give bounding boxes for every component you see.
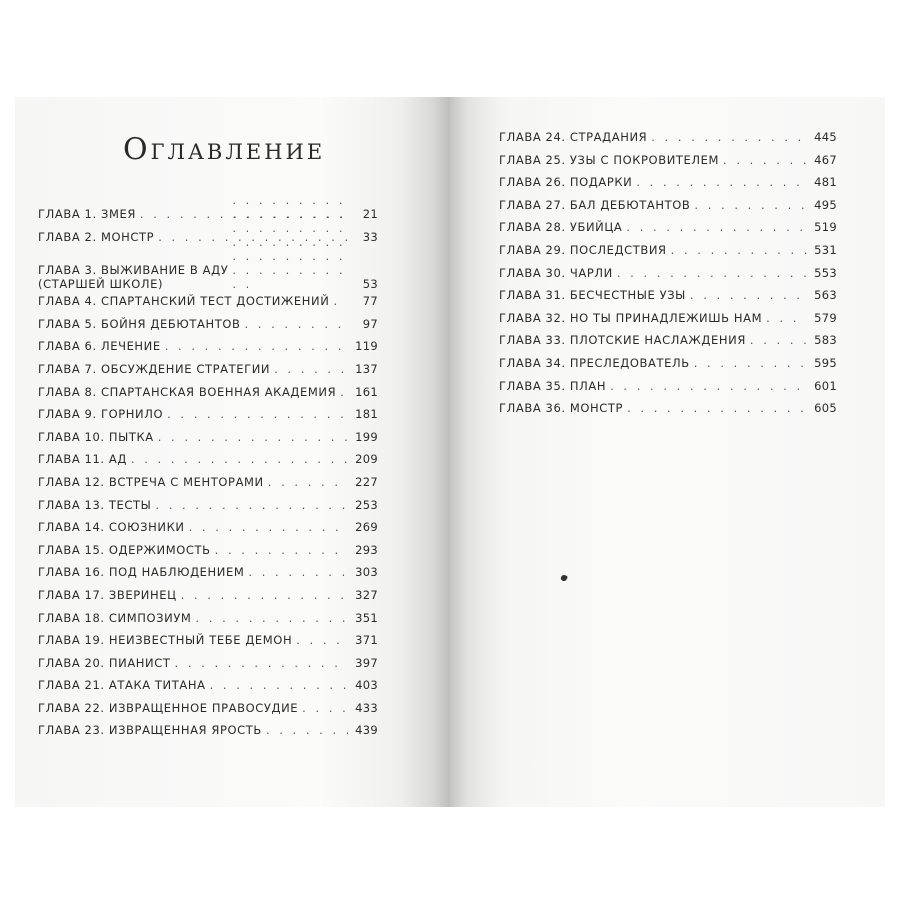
page-number: 137 [355, 361, 378, 376]
chapter-title [499, 333, 746, 347]
toc-entry [499, 401, 837, 424]
chapter-title-line: ГЛАВА 2. МОНСТР [38, 229, 155, 244]
chapter-title [499, 266, 613, 280]
page-number: 403 [355, 678, 378, 693]
chapter-title [38, 339, 161, 353]
leader-dots [248, 565, 348, 579]
toc-entry [38, 588, 378, 611]
toc-entry [38, 430, 378, 453]
chapter-title [38, 543, 211, 557]
chapter-title-line: ГЛАВА 7. ОБСУЖДЕНИЕ СТРАТЕГИИ [38, 361, 271, 376]
chapter-title [38, 230, 154, 244]
chapter-title-line: ГЛАВА 17. ЗВЕРИНЕЦ [38, 587, 177, 602]
chapter-title-line: ГЛАВА 33. ПЛОТСКИЕ НАСЛАЖДЕНИЯ [499, 333, 746, 348]
toc-entry [499, 356, 837, 379]
chapter-title-line: ГЛАВА 30. ЧАРЛИ [499, 265, 613, 280]
chapter-title-line: ГЛАВА 29. ПОСЛЕДСТВИЯ [499, 242, 667, 257]
toc-entry [38, 339, 378, 362]
page-number: 445 [814, 130, 837, 144]
page-number: 303 [355, 565, 378, 580]
page-number: 77 [362, 294, 378, 309]
leader-dots [340, 385, 348, 399]
chapter-title [499, 153, 719, 167]
leader-dots [244, 317, 348, 331]
toc-entry [38, 701, 378, 724]
page-number: 601 [814, 378, 837, 393]
toc-entry [38, 252, 378, 294]
chapter-title [499, 356, 690, 370]
leader-dots [766, 311, 807, 325]
chapter-title-line: ГЛАВА 5. БОЙНЯ ДЕБЮТАНТОВ [38, 316, 241, 331]
toc-entry [499, 198, 837, 221]
leader-dots [131, 452, 348, 466]
leader-dots [268, 475, 348, 489]
page-number: 119 [355, 339, 378, 354]
page-number: 253 [355, 497, 378, 512]
chapter-title-line: ГЛАВА 26. ПОДАРКИ [499, 175, 633, 190]
chapter-title-line: ГЛАВА 15. ОДЕРЖИМОСТЬ [38, 542, 211, 557]
chapter-title-line: ГЛАВА 11. АД [38, 452, 127, 467]
chapter-title-line: ГЛАВА 3. ВЫЖИВАНИЕ В АДУ [38, 263, 229, 278]
chapter-title [38, 520, 185, 534]
page-number: 531 [814, 242, 837, 257]
chapter-title-line: ГЛАВА 23. ИЗВРАЩЕННАЯ ЯРОСТЬ [38, 723, 262, 738]
toc-entry [38, 452, 378, 475]
toc-entry [38, 475, 378, 498]
leader-dots [636, 175, 807, 189]
right-page [450, 97, 885, 807]
toc-entry [38, 294, 378, 317]
chapter-title [38, 317, 240, 331]
page-number: 579 [814, 310, 837, 325]
leader-dots [302, 701, 348, 715]
chapter-title-line: ГЛАВА 13. ТЕСТЫ [38, 497, 152, 512]
chapter-title-line: ГЛАВА 14. СОЮЗНИКИ [38, 520, 185, 535]
leader-dots [210, 678, 348, 692]
page-number: 293 [355, 542, 378, 557]
page-number: 371 [355, 633, 378, 648]
leader-dots [266, 723, 348, 737]
page-number: 269 [355, 520, 378, 535]
toc-entry [499, 288, 837, 311]
leader-dots [167, 407, 348, 421]
chapter-title [499, 288, 686, 302]
chapter-title [38, 701, 298, 715]
page-number: 495 [814, 197, 837, 212]
page-number: 583 [814, 333, 837, 348]
page-number: 605 [814, 401, 837, 416]
leader-dots [155, 498, 348, 512]
page-number: 595 [814, 355, 837, 370]
toc-entry [499, 220, 837, 243]
chapter-title [38, 723, 262, 737]
chapter-title-line: ГЛАВА 4. СПАРТАНСКИЙ ТЕСТ ДОСТИЖЕНИЙ [38, 294, 330, 309]
page-number: 351 [355, 610, 378, 625]
leader-dots [651, 130, 807, 144]
chapter-title-line: ГЛАВА 20. ПИАНИСТ [38, 655, 171, 670]
leader-dots [617, 266, 807, 280]
chapter-title [38, 475, 264, 489]
chapter-title [38, 452, 127, 466]
toc-entry [499, 153, 837, 176]
chapter-title-line: ГЛАВА 35. ПЛАН [499, 378, 607, 393]
leader-dots [723, 153, 807, 167]
page-number: 397 [355, 655, 378, 670]
chapter-title-line: ГЛАВА 19. НЕИЗВЕСТНЫЙ ТЕБЕ ДЕМОН [38, 633, 293, 648]
toc-entry [38, 520, 378, 543]
leader-dots [333, 294, 348, 308]
toc-entry [499, 311, 837, 334]
open-book [15, 97, 885, 807]
chapter-title [38, 498, 151, 512]
leader-dots [627, 401, 807, 415]
leader-dots [694, 198, 807, 212]
toc-list-left [38, 207, 378, 746]
leader-dots [750, 333, 807, 347]
leader-dots [296, 633, 348, 647]
toc-entry [499, 175, 837, 198]
leader-dots [274, 362, 348, 376]
chapter-title [499, 243, 667, 257]
page-number: 209 [355, 452, 378, 467]
chapter-title-line: ГЛАВА 18. СИМПОЗИУМ [38, 610, 192, 625]
toc-entry [38, 317, 378, 340]
page-number: 97 [362, 316, 378, 331]
chapter-title [38, 362, 270, 376]
chapter-title-line: ГЛАВА 12. ВСТРЕЧА С МЕНТОРАМИ [38, 474, 264, 489]
chapter-title [38, 430, 154, 444]
chapter-title-line: ГЛАВА 36. МОНСТР [499, 401, 624, 416]
chapter-title [38, 385, 336, 399]
toc-entry [38, 385, 378, 408]
leader-dots [610, 379, 807, 393]
leader-dots [626, 220, 807, 234]
toc-entry [499, 266, 837, 289]
chapter-title-line: ГЛАВА 27. БАЛ ДЕБЮТАНТОВ [499, 197, 691, 212]
chapter-title-line: ГЛАВА 6. ЛЕЧЕНИЕ [38, 339, 161, 354]
toc-entry [38, 543, 378, 566]
toc-entry [38, 656, 378, 679]
toc-entry [38, 498, 378, 521]
page-number: 553 [814, 265, 837, 280]
leader-dots [175, 656, 348, 670]
page-number: 53 [362, 277, 378, 292]
left-page [15, 97, 450, 807]
leader-dots [215, 543, 348, 557]
chapter-title [38, 678, 206, 692]
leader-dots [189, 520, 348, 534]
page-number: 327 [355, 587, 378, 602]
toc-entry [499, 130, 837, 153]
page-number: 563 [814, 288, 837, 303]
page-title: Оглавление [123, 132, 326, 167]
chapter-title [499, 220, 622, 234]
chapter-title [499, 130, 647, 144]
chapter-title-line: ГЛАВА 31. БЕСЧЕСТНЫЕ УЗЫ [499, 288, 686, 303]
chapter-title [499, 401, 623, 415]
toc-entry [38, 407, 378, 430]
chapter-title [38, 633, 292, 647]
page-number: 519 [814, 220, 837, 235]
chapter-title [499, 175, 632, 189]
leader-dots [181, 588, 348, 602]
toc-list-right [499, 130, 837, 424]
page-number: 439 [355, 723, 378, 738]
page-number: 161 [355, 384, 378, 399]
page-number: 467 [814, 152, 837, 167]
chapter-title-line: ГЛАВА 22. ИЗВРАЩЕННОЕ ПРАВОСУДИЕ [38, 700, 299, 715]
chapter-title [499, 198, 690, 212]
leader-dots [232, 193, 348, 291]
chapter-title [499, 311, 762, 325]
toc-entry [499, 243, 837, 266]
leader-dots [690, 288, 807, 302]
chapter-title-line: ГЛАВА 10. ПЫТКА [38, 429, 154, 444]
toc-entry [38, 678, 378, 701]
chapter-title [38, 588, 177, 602]
chapter-title-line: (СТАРШЕЙ ШКОЛЕ) [38, 277, 164, 292]
chapter-title [499, 379, 606, 393]
toc-entry [38, 565, 378, 588]
chapter-title [38, 207, 136, 221]
leader-dots [671, 243, 807, 257]
toc-entry [499, 333, 837, 356]
chapter-title [38, 656, 171, 670]
chapter-title-line: ГЛАВА 32. НО ТЫ ПРИНАДЛЕЖИШЬ НАМ [499, 310, 763, 325]
toc-entry [38, 633, 378, 656]
chapter-title-line: ГЛАВА 24. СТРАДАНИЯ [499, 130, 648, 144]
chapter-title-line: ГЛАВА 8. СПАРТАНСКАЯ ВОЕННАЯ АКАДЕМИЯ [38, 384, 337, 399]
leader-dots [165, 339, 348, 353]
chapter-title-line: ГЛАВА 1. ЗМЕЯ [38, 207, 136, 221]
chapter-title-line: ГЛАВА 21. АТАКА ТИТАНА [38, 678, 206, 693]
page-number: 199 [355, 429, 378, 444]
page-number: 481 [814, 175, 837, 190]
chapter-title-line: ГЛАВА 16. ПОД НАБЛЮДЕНИЕМ [38, 565, 245, 580]
page-number: 21 [362, 207, 378, 221]
leader-dots [158, 430, 348, 444]
chapter-title [38, 263, 228, 291]
toc-entry [38, 362, 378, 385]
chapter-title [38, 611, 191, 625]
leader-dots [694, 356, 807, 370]
chapter-title-line: ГЛАВА 9. ГОРНИЛО [38, 407, 164, 422]
page-number: 433 [355, 700, 378, 715]
chapter-title-line: ГЛАВА 34. ПРЕСЛЕДОВАТЕЛЬ [499, 355, 690, 370]
page-number: 227 [355, 474, 378, 489]
page-number: 181 [355, 407, 378, 422]
toc-entry [499, 379, 837, 402]
toc-entry [38, 611, 378, 634]
chapter-title-line: ГЛАВА 25. УЗЫ С ПОКРОВИТЕЛЕМ [499, 152, 720, 167]
page-number: 33 [362, 229, 378, 244]
chapter-title-line: ГЛАВА 28. УБИЙЦА [499, 220, 623, 235]
toc-entry [38, 723, 378, 746]
chapter-title [38, 565, 244, 579]
chapter-title [38, 294, 329, 308]
leader-dots [195, 611, 348, 625]
chapter-title [38, 407, 163, 421]
